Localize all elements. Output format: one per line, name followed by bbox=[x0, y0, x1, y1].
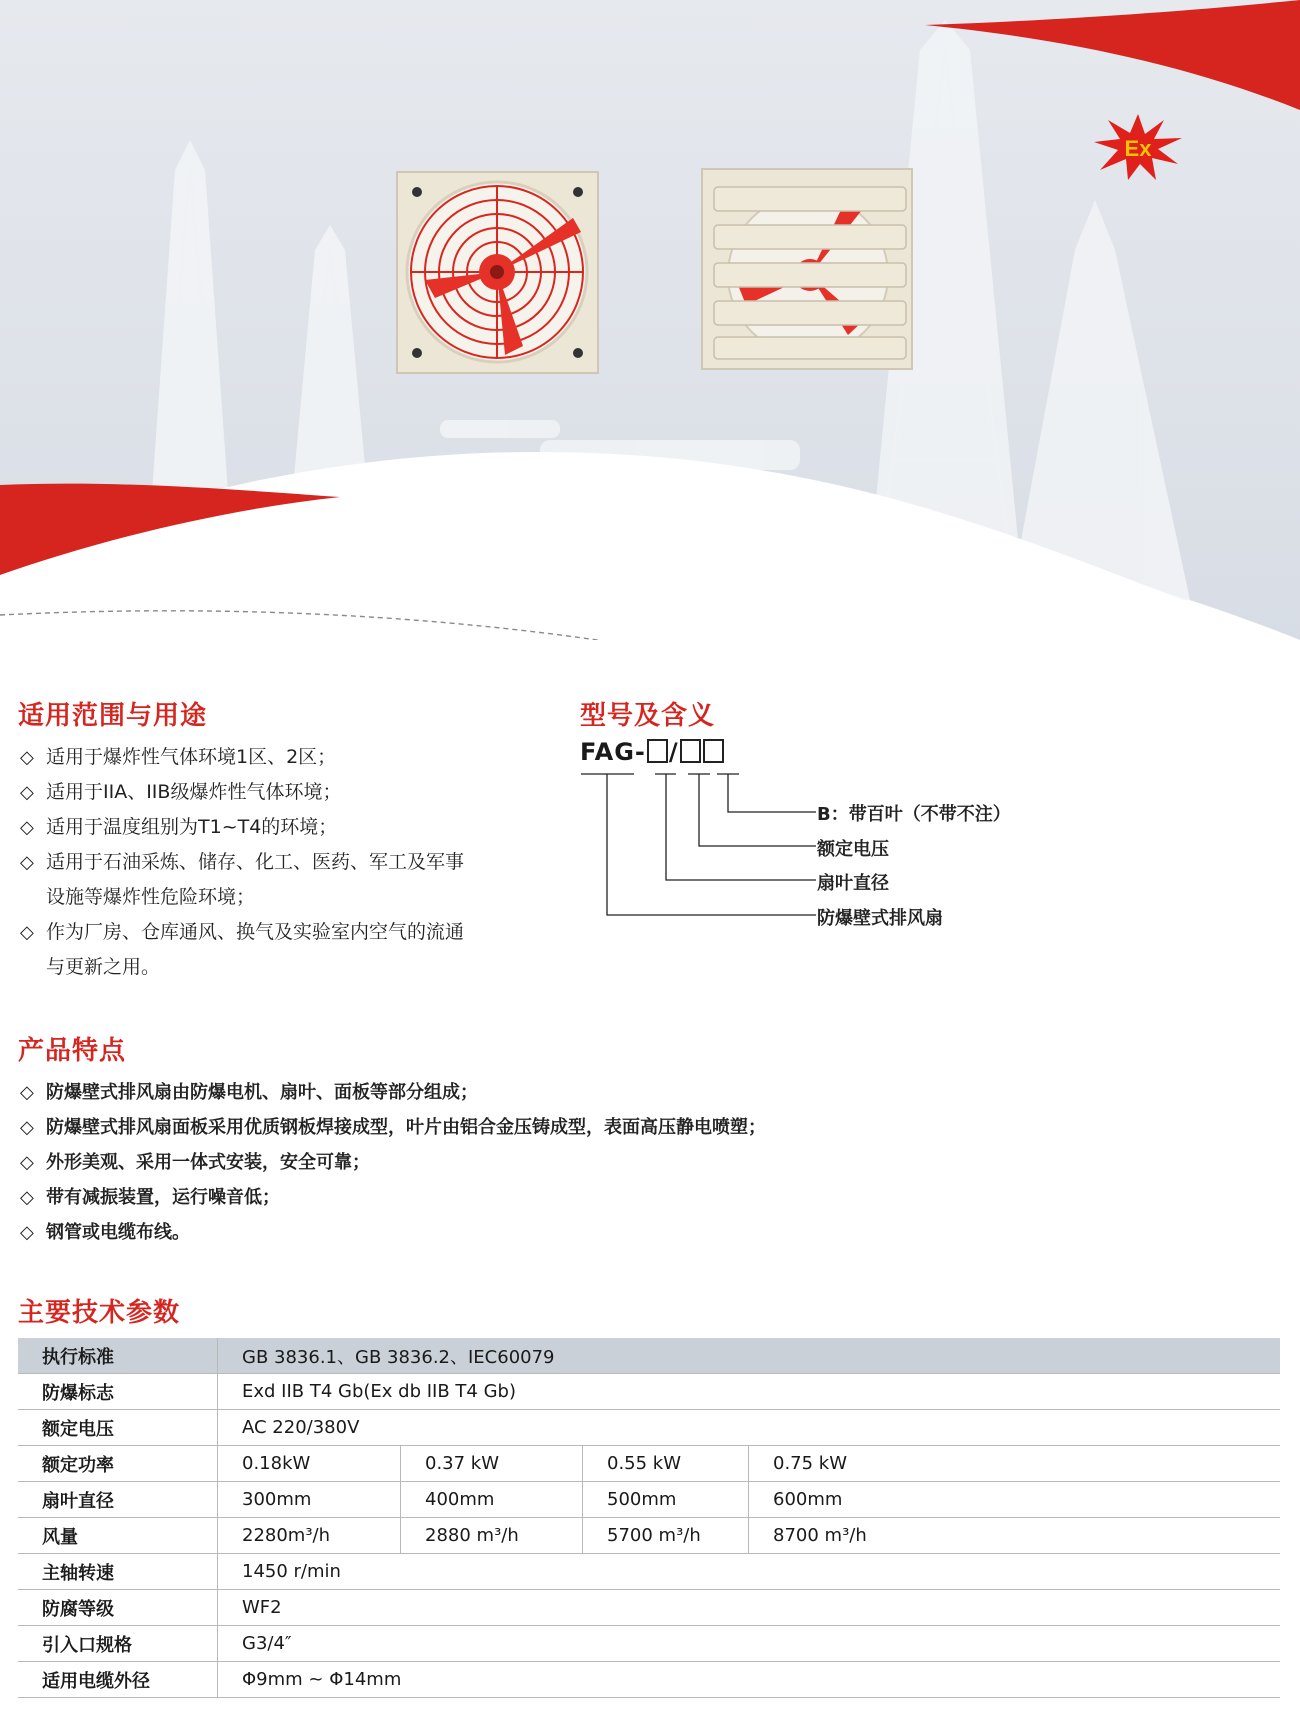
feature-item: ◇ 钢管或电缆布线。 bbox=[20, 1222, 190, 1243]
model-code: FAG- / bbox=[580, 738, 725, 766]
specs-title: 主要技术参数 bbox=[18, 1298, 181, 1328]
scope-item: ◇ 适用于IIA、IIB级爆炸性气体环境； bbox=[20, 781, 342, 803]
spec-value: 0.18kW bbox=[218, 1446, 401, 1482]
table-row bbox=[18, 1482, 1280, 1518]
spec-key: 额定功率 bbox=[18, 1446, 218, 1482]
spec-value: 2280m³/h bbox=[218, 1518, 401, 1554]
spec-key: 额定电压 bbox=[18, 1410, 218, 1446]
table-row bbox=[18, 1590, 1280, 1626]
spec-key: 扇叶直径 bbox=[18, 1482, 218, 1518]
spec-value: 400mm bbox=[401, 1482, 583, 1518]
svg-text:Ex: Ex bbox=[1124, 136, 1152, 161]
hero-banner bbox=[0, 0, 1300, 640]
spec-value: 0.55 kW bbox=[583, 1446, 749, 1482]
model-label-blade-diameter: 扇叶直径 bbox=[817, 873, 889, 894]
features-list bbox=[18, 1075, 1218, 1250]
spec-key: 风量 bbox=[18, 1518, 218, 1554]
fan-product-image-open bbox=[395, 170, 600, 375]
scope-title: 适用范围与用途 bbox=[18, 701, 208, 731]
model-label-product-name: 防爆壁式排风扇 bbox=[817, 908, 943, 929]
table-row bbox=[18, 1446, 1280, 1482]
spec-value: 500mm bbox=[583, 1482, 749, 1518]
table-row bbox=[18, 1374, 1280, 1410]
feature-item: ◇ 带有减振装置，运行噪音低； bbox=[20, 1187, 280, 1208]
model-title: 型号及含义 bbox=[580, 701, 716, 731]
feature-item: ◇ 防爆壁式排风扇面板采用优质钢板焊接成型，叶片由铝合金压铸成型，表面高压静电喷塑； bbox=[20, 1117, 766, 1138]
explosion-proof-ex-badge bbox=[1092, 112, 1184, 182]
spec-value: WF2 bbox=[218, 1590, 1281, 1626]
model-placeholder-box bbox=[680, 739, 701, 763]
feature-item: ◇ 外形美观、采用一体式安装，安全可靠； bbox=[20, 1152, 370, 1173]
table-row bbox=[18, 1410, 1280, 1446]
model-placeholder-box bbox=[647, 739, 668, 763]
model-label-louver: B：带百叶（不带不注） bbox=[817, 804, 1011, 825]
features-title: 产品特点 bbox=[18, 1036, 127, 1066]
spec-value: 600mm bbox=[749, 1482, 1281, 1518]
spec-value: 8700 m³/h bbox=[749, 1518, 1281, 1554]
spec-key: 适用电缆外径 bbox=[18, 1662, 218, 1698]
model-placeholder-box bbox=[703, 739, 724, 763]
spec-key: 执行标准 bbox=[18, 1338, 218, 1374]
spec-key: 防腐等级 bbox=[18, 1590, 218, 1626]
spec-value: Φ9mm ~ Φ14mm bbox=[218, 1662, 1281, 1698]
spec-value: 1450 r/min bbox=[218, 1554, 1281, 1590]
spec-value: AC 220/380V bbox=[218, 1410, 1281, 1446]
fan-product-image-louvered bbox=[698, 165, 918, 373]
table-row bbox=[18, 1518, 1280, 1554]
spec-value: G3/4″ bbox=[218, 1626, 1281, 1662]
spec-key: 引入口规格 bbox=[18, 1626, 218, 1662]
scope-item: ◇ 适用于爆炸性气体环境1区、2区； bbox=[20, 746, 337, 768]
spec-value: Exd IIB T4 Gb(Ex db IIB T4 Gb) bbox=[218, 1374, 1281, 1410]
spec-value: 2880 m³/h bbox=[401, 1518, 583, 1554]
spec-value: GB 3836.1、GB 3836.2、IEC60079 bbox=[218, 1338, 1281, 1374]
table-row bbox=[18, 1554, 1280, 1590]
table-row bbox=[18, 1662, 1280, 1698]
table-row bbox=[18, 1626, 1280, 1662]
spec-key: 主轴转速 bbox=[18, 1554, 218, 1590]
scope-item: ◇ 作为厂房、仓库通风、换气及实验室内空气的流通与更新之用。 bbox=[20, 921, 465, 978]
model-label-voltage: 额定电压 bbox=[817, 839, 889, 860]
scope-item: ◇ 适用于石油采炼、储存、化工、医药、军工及军事设施等爆炸性危险环境； bbox=[20, 851, 465, 908]
spec-value: 0.37 kW bbox=[401, 1446, 583, 1482]
table-row bbox=[18, 1338, 1280, 1374]
feature-item: ◇ 防爆壁式排风扇由防爆电机、扇叶、面板等部分组成； bbox=[20, 1082, 478, 1103]
spec-value: 0.75 kW bbox=[749, 1446, 1281, 1482]
scope-item: ◇ 适用于温度组别为T1~T4的环境； bbox=[20, 816, 338, 838]
scope-list bbox=[18, 740, 478, 985]
spec-value: 300mm bbox=[218, 1482, 401, 1518]
spec-table bbox=[18, 1338, 1280, 1698]
spec-key: 防爆标志 bbox=[18, 1374, 218, 1410]
spec-value: 5700 m³/h bbox=[583, 1518, 749, 1554]
